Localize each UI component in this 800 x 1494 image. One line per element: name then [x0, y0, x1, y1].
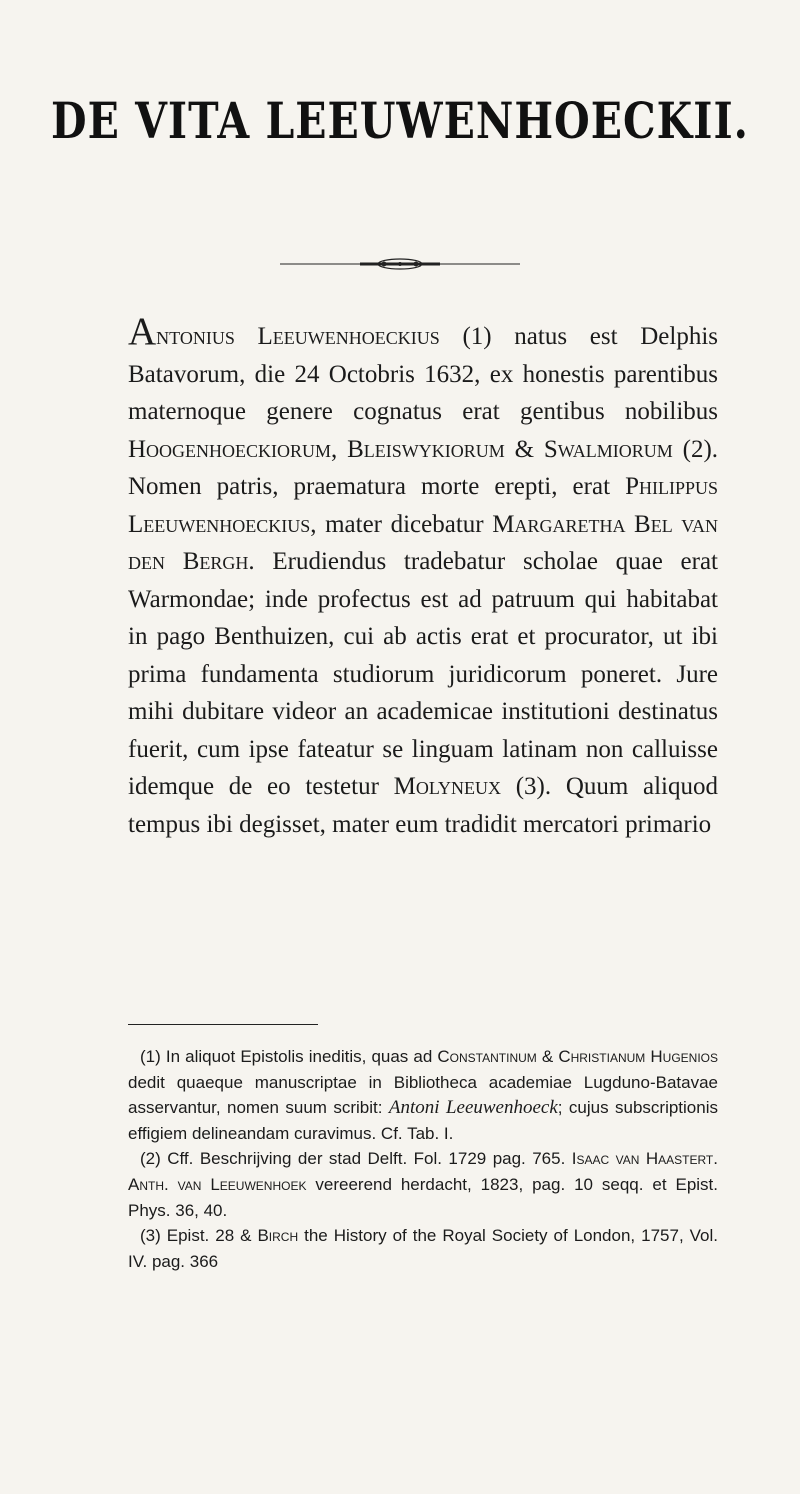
ornament-icon — [280, 258, 520, 270]
footnote-rule — [128, 1024, 318, 1025]
text-segment: (2). Nomen patris, praematura morte erepti, erat — [128, 435, 719, 500]
text-segment: & — [504, 435, 544, 463]
footnote-text: & — [536, 1047, 559, 1066]
text-segment: (3). Quum aliquod tempus ibi degisset, mater eum tradidit mercatori primario — [128, 773, 718, 838]
family-name: Bleiswykiorum — [347, 435, 505, 463]
cited-name: Isaac van Haastert — [571, 1149, 714, 1169]
footnote-text: . — [713, 1149, 718, 1169]
cited-name: Molyneux — [393, 773, 502, 800]
signature-text: Antoni Leeuwenhoeck — [388, 1097, 558, 1119]
page-title: DE VITA LEEUWENHOECKII. — [51, 92, 749, 150]
mother-name: Margaretha Bel van den Bergh — [128, 510, 718, 575]
footnote-text: ; cujus subscriptionis effigiem delineandam curavimus. Cf. Tab. I. — [128, 1098, 718, 1143]
footnote-text: the History of the Royal Society of London, 1757, Vol. IV. pag. 366 — [128, 1226, 718, 1271]
footnote-2 — [128, 1146, 718, 1223]
main-paragraph — [128, 312, 718, 843]
footnote-3 — [128, 1223, 718, 1274]
cited-name: Constantinum — [437, 1047, 537, 1066]
drop-cap: A — [128, 310, 157, 353]
footnote-text: vereerend herdacht, 1823, pag. 10 seqq. et Epist. Phys. 36, 40. — [128, 1174, 718, 1220]
footnote-1 — [128, 1044, 718, 1146]
main-text — [128, 312, 718, 843]
ornament-divider — [280, 258, 520, 270]
author-name: ntonius Leeuwenhoeckius — [156, 323, 440, 350]
family-name: Swalmiorum — [543, 435, 673, 463]
text-segment: , — [331, 435, 348, 463]
text-segment: , mater dicebatur — [310, 510, 493, 538]
footnote-text: (3) Epist. 28 & — [140, 1226, 258, 1246]
text-segment: (1) natus est Delphis Batavorum, die 24 Octobris 1632, ex honestis parentibus maternoque genere cognatus erat gentibus nobilibus — [128, 323, 718, 425]
cited-name: Christianum — [558, 1047, 646, 1066]
family-name: Hoogenhoeckiorum — [128, 435, 332, 463]
footnote-text: dedit quaeque manuscriptae in Bibliotheca academiae Lugduno-Batavae asservantur, nomen suum scribit: — [128, 1072, 718, 1118]
footnote-text: (1) In aliquot Epistolis ineditis, quas ad — [140, 1047, 438, 1066]
footnotes — [128, 1044, 718, 1274]
footnote-text: (2) Cff. Beschrijving der stad Delft. Fol. 1729 pag. 765. — [140, 1149, 572, 1169]
cited-name: Birch — [257, 1226, 299, 1246]
cited-name: Hugenios — [650, 1047, 718, 1066]
cited-name: Anth. van Leeuwenhoek — [128, 1174, 307, 1194]
text-segment: . Erudiendus tradebatur scholae quae erat Warmondae; inde profectus est ad patruum qui habitabat in pago Benthuizen, cui ab actis erat et procurator, ut ibi prima fundamenta studiorum juridicorum poneret. Jure mihi dubitare videor an academicae institutioni destinatus fuerit, cum ipse fateatur se linguam latinam non calluisse idemque de eo testetur — [128, 548, 718, 800]
father-name: Philippus Leeuwenhoeckius — [128, 473, 718, 538]
